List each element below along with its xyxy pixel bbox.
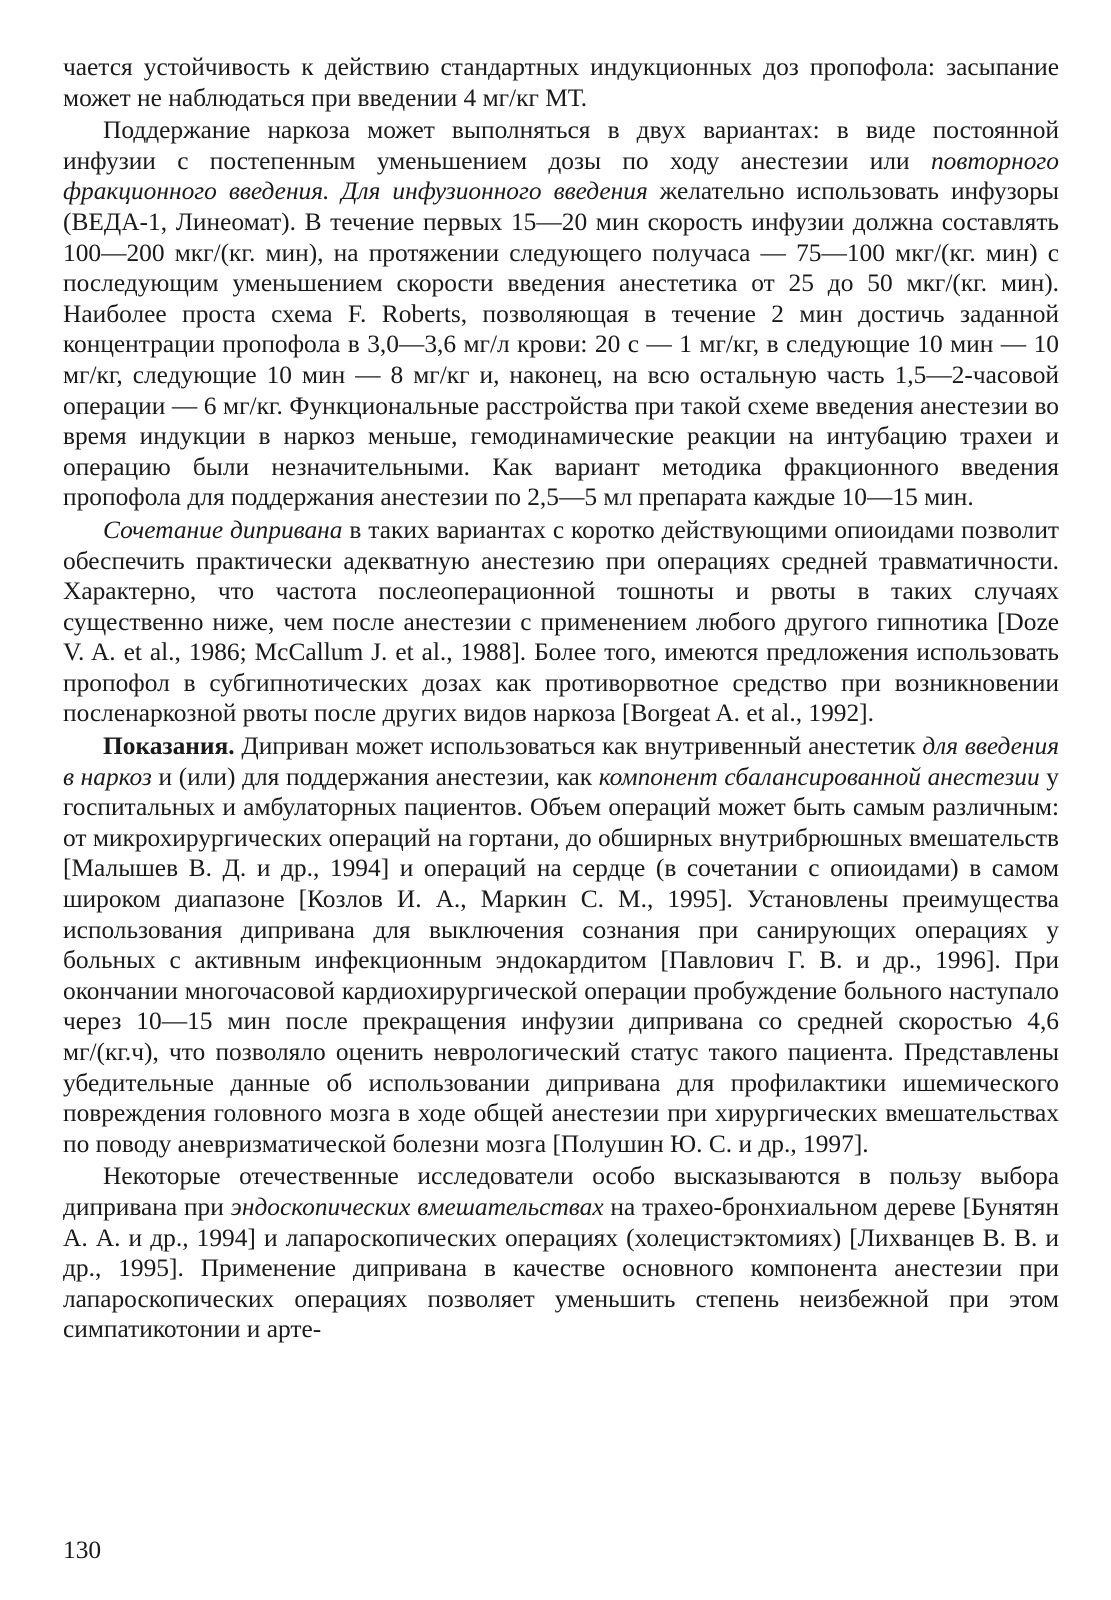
text-run: Поддержание наркоза может выполняться в двух вариантах: в виде постоянной инфузии с постепенным уменьшением дозы по ходу анестезии или xyxy=(63,116,1059,175)
paragraph xyxy=(63,515,1059,729)
body-text xyxy=(63,52,1059,1345)
paragraph xyxy=(63,1161,1059,1345)
italic-run: Сочетание дипривана xyxy=(103,515,343,544)
text-run: и (или) для поддержания анестезии, как xyxy=(151,762,599,791)
italic-run: для введения в наркоз xyxy=(63,732,1060,791)
italic-run: компонент сбалансированной анестезии xyxy=(598,762,1040,791)
bold-run: Показания. xyxy=(103,732,235,761)
text-run: на трахео-бронхиальном дереве [Бунятян А. А. и др., 1994] и лапароскопических операциях (холецистэктомиях) [Лихванцев В. В. и др., 1995]. Применение дипривана в качестве основного компонента анестезии при лапароскопических операциях позволяет уменьшить степень неизбежной при этом симпатикотонии и арте- xyxy=(63,1192,1059,1344)
text-run: Диприван может использоваться как внутривенный анестетик xyxy=(234,732,923,761)
italic-run: эндоскопических вмешательствах xyxy=(230,1192,604,1221)
italic-run: повторного фракционного введения. xyxy=(63,146,1059,206)
text-run: Некоторые отечественные исследователи особо высказываются в пользу выбора дипривана при xyxy=(63,1162,1059,1221)
paragraph xyxy=(63,115,1059,513)
paragraph xyxy=(63,52,1059,113)
text-run xyxy=(329,177,341,205)
page-number: 130 xyxy=(63,1536,102,1564)
text-run: желательно использовать инфузоры (ВЕДА-1, Линеомат). В течение первых 15—20 мин скорость инфузии должна составлять 100—200 мкг/(кг. мин), на протяжении следующего получаса — 75—100 мкг/(кг. мин) с последующим уменьшением скорости введения анестетика от 25 до 50 мкг/(кг. мин). Наиболее проста схема F. Roberts, позволяющая в течение 2 мин достичь заданной концентрации пропофола в 3,0—3,6 мг/л крови: 20 с — 1 мг/кг, в следующие 10 мин — 10 мг/кг, следующие 10 мин — 8 мг/кг и, наконец, на всю остальную часть 1,5—2-часовой операции — 6 мг/кг. Функциональные расстройства при такой схеме введения анестезии во время индукции в наркоз меньше, гемодинамические реакции на интубацию трахеи и операцию были незначительными. Как вариант методика фракционного введения пропофола для поддержания анестезии по 2,5—5 мл препарата каждые 10—15 мин. xyxy=(63,177,1059,512)
text-run: в таких вариантах с коротко действующими опиоидами позволит обеспечить практически адекватную анестезию при операциях средней травматичности. Характерно, что частота послеоперационной тошноты и рвоты в таких случаях существенно ниже, чем после анестезии с применением любого другого гипнотика [Doze V. A. et al., 1986; McCallum J. et al., 1988]. Более того, имеются предложения использовать пропофол в субгипнотических дозах как противорвотное средство при возникновении посленаркозной рвоты после других видов наркоза [Borgeat A. et al., 1992]. xyxy=(63,515,1060,728)
italic-run: Для инфузионного введения xyxy=(341,177,648,206)
text-run: чается устойчивость к действию стандартных индукционных доз пропофола: засыпание может не наблюдаться при введении 4 мг/кг МТ. xyxy=(63,53,1059,112)
paragraph xyxy=(63,731,1059,1159)
text-run: у госпитальных и амбулаторных пациентов. Объем операций может быть самым различным: от микрохирургических операций на гортани, до обширных внутрибрюшных вмешательств [Малышев В. Д. и др., 1994] и операций на сердце (в сочетании с опиоидами) в самом широком диапазоне [Козлов И. А., Маркин С. М., 1995]. Установлены преимущества использования дипривана для выключения сознания при санирующих операциях у больных с активным инфекционным эндокардитом [Павлович Г. В. и др., 1996]. При окончании многочасовой кардиохирургической операции пробуждение больного наступало через 10—15 мин после прекращения инфузии дипривана со средней скоростью 4,6 мг/(кг.ч), что позволяло оценить неврологический статус такого пациента. Представлены убедительные данные об использовании дипривана для профилактики ишемического повреждения головного мозга в ходе общей анестезии при хирургических вмешательствах по поводу аневризматической болезни мозга [Полушин Ю. С. и др., 1997]. xyxy=(63,762,1059,1158)
